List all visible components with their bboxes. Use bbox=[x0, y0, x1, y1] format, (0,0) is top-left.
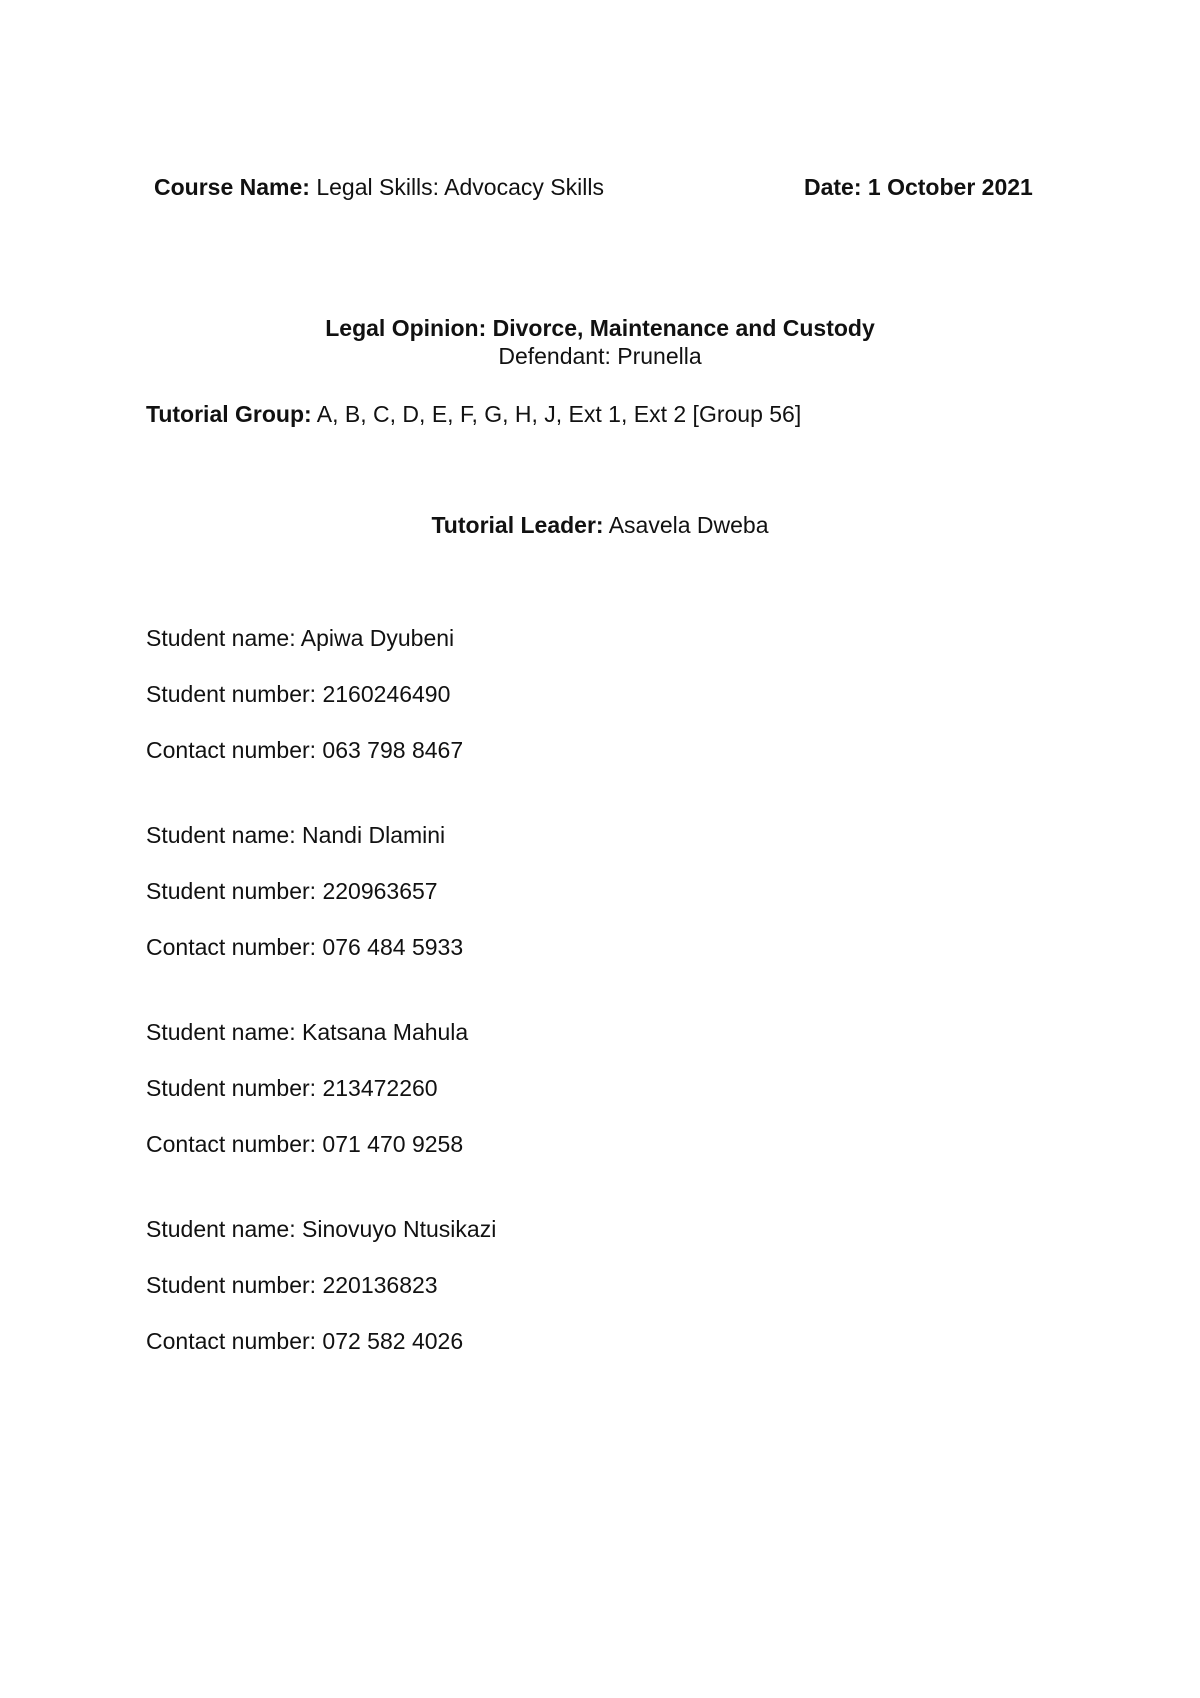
student-2-number: Student number: 220963657 bbox=[146, 878, 438, 904]
student-3-number: Student number: 213472260 bbox=[146, 1075, 438, 1101]
date-value: 1 October 2021 bbox=[867, 174, 1033, 200]
tutorial-leader-value: Asavela Dweba bbox=[608, 512, 769, 538]
date-label: Date: bbox=[804, 174, 862, 200]
student-2-name: Student name: Nandi Dlamini bbox=[146, 822, 446, 848]
date bbox=[804, 173, 1033, 201]
student-3-contact: Contact number: 071 470 9258 bbox=[146, 1131, 464, 1157]
document-title: Legal Opinion: Divorce, Maintenance and Custody bbox=[325, 315, 875, 341]
course-name-value: Legal Skills: Advocacy Skills bbox=[316, 174, 604, 200]
tutorial-leader bbox=[0, 511, 1200, 539]
course-name bbox=[154, 173, 604, 201]
student-1-contact: Contact number: 063 798 8467 bbox=[146, 737, 464, 763]
student-4-name: Student name: Sinovuyo Ntusikazi bbox=[146, 1216, 497, 1242]
defendant-line: Defendant: Prunella bbox=[498, 343, 702, 369]
tutorial-group-label: Tutorial Group: bbox=[146, 401, 312, 427]
student-4-number: Student number: 220136823 bbox=[146, 1272, 438, 1298]
tutorial-leader-label: Tutorial Leader: bbox=[431, 512, 604, 538]
student-1-name: Student name: Apiwa Dyubeni bbox=[146, 625, 455, 651]
student-3-name: Student name: Katsana Mahula bbox=[146, 1019, 469, 1045]
tutorial-group-value: A, B, C, D, E, F, G, H, J, Ext 1, Ext 2 [Group 56] bbox=[316, 401, 802, 427]
student-4-contact: Contact number: 072 582 4026 bbox=[146, 1328, 464, 1354]
student-2-contact: Contact number: 076 484 5933 bbox=[146, 934, 464, 960]
student-1-number: Student number: 2160246490 bbox=[146, 681, 451, 707]
course-name-label: Course Name: bbox=[154, 174, 310, 200]
tutorial-group bbox=[146, 400, 801, 428]
